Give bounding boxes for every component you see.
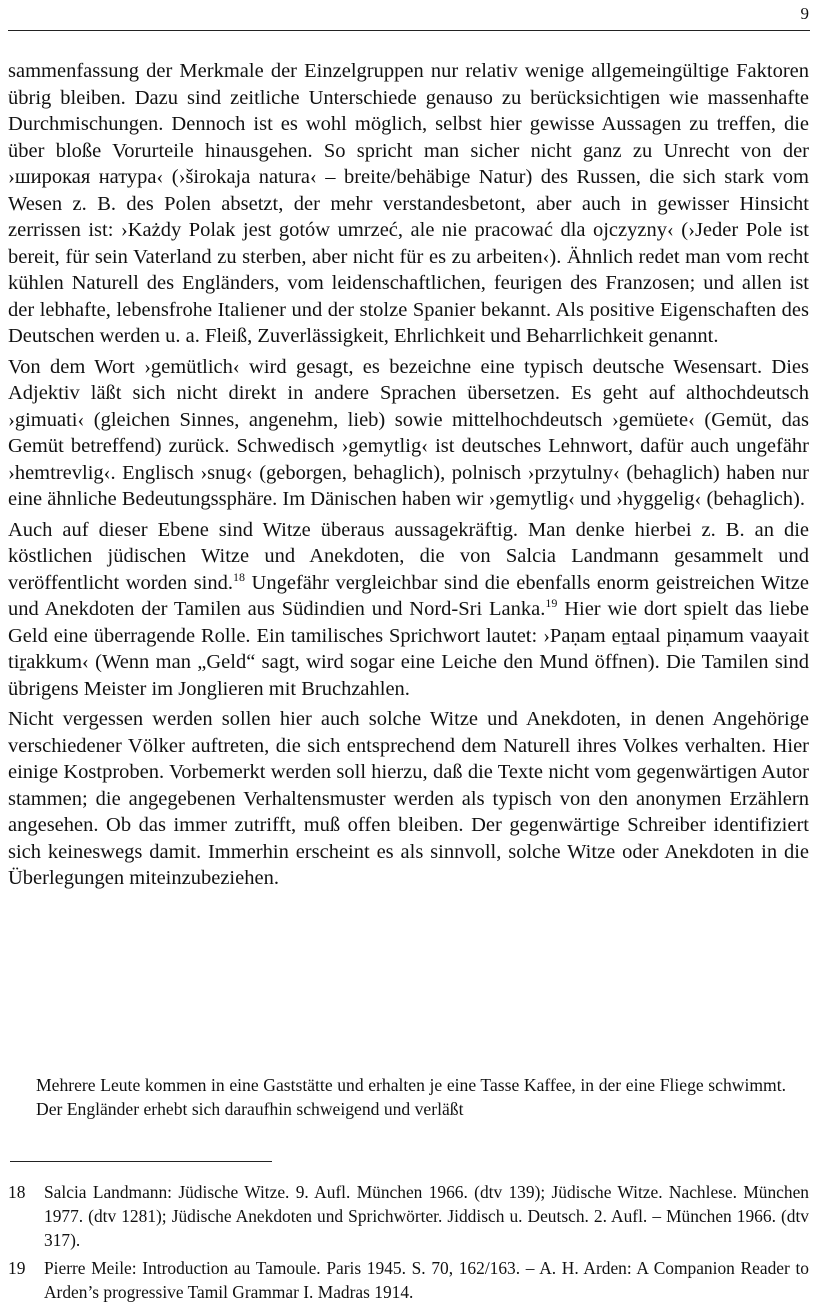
footnote-ref-18[interactable]: 18 xyxy=(233,569,246,584)
paragraph-2: Von dem Wort ›gemütlich‹ wird gesagt, es bezeichne eine typisch deutsche Wesensart. Dies Adjektiv läßt sich nicht direkt in andere Sprachen übersetzen. Es geht auf althochdeutsch ›gimuati‹ (gleichen Sinnes, angenehm, lieb) sowie mittelhochdeutsch ›gemüete‹ (Gemüt, das Gemüt betreffend) zurück. Schwedisch ›gemytlig‹ ist deutsches Lehnwort, dafür auch ungefähr ›hemtrevlig‹. Englisch ›snug‹ (geborgen, behaglich), polnisch ›przytulny‹ (behaglich) haben nur eine ähnliche Bedeutungssphäre. Im Dänischen haben wir ›gemytlig‹ und ›hyggelig‹ (behaglich). xyxy=(8,355,809,510)
paragraph-3 xyxy=(8,517,809,703)
header-rule xyxy=(8,30,810,31)
body-text xyxy=(8,58,809,896)
footnote-ref-19[interactable]: 19 xyxy=(545,596,558,610)
footnote-19 xyxy=(8,1256,809,1304)
paragraph-1: sammenfassung der Merkmale der Einzelgruppen nur relativ wenige allgemeingültige Faktoren übrig bleiben. Dazu sind zeitliche Unterschiede genauso zu berücksichtigen wie massenhafte Durchmischungen. Dennoch ist es wohl möglich, selbst hier gewisse Aussagen zu treffen, die über bloße Vorurteile hinausgehen. So spricht man sicher nicht ganz zu Unrecht von der ›широкая натура‹ (›širokaja natura‹ – breite/behäbige Natur) des Russen, die sich stark vom Wesen z. B. des Polen absetzt, der mehr verstandesbetont, aber auch in gewisser Hinsicht zerrissen ist: ›Każdy Polak jest gotów umrzeć, ale nie pracować dla ojczyzny‹ (›Jeder Pole ist bereit, für sein Vaterland zu sterben, aber nicht für es zu arbeiten‹). Ähnlich redet man vom recht kühlen Naturell des Engländers, vom leidenschaftlichen, feurigen des Franzosen; und allen ist der lebhafte, lebensfrohe Italiener und der stolze Spanier bekannt. Als positive Eigenschaften des Deutschen werden u. a. Fleiß, Zuverlässigkeit, Ehrlichkeit und Beharrlichkeit genannt. xyxy=(8,60,809,347)
footnote-rule xyxy=(10,1161,272,1162)
footnote-18 xyxy=(8,1180,809,1252)
footnote-text: Pierre Meile: Introduction au Tamoule. Paris 1945. S. 70, 162/163. – A. H. Arden: A Companion Reader to Arden’s progressive Tamil Grammar I. Madras 1914. xyxy=(44,1258,809,1302)
paragraph-3-part-a: Auch auf dieser Ebene sind Witze überaus aussagekräftig. Man denke hierbei z. B. an die köstlichen jüdischen Witze und Anekdoten, die von Salcia Landmann gesammelt und veröffentlicht worden sind. xyxy=(8,518,809,594)
paragraph-3-part-c: Hier wie dort spielt das liebe Geld eine überragende Rolle. Ein tamilisches Sprichwort lautet: ›Paṇam eṉtaal piṇamum vaayait tiṟakkum‹ (Wenn man „Geld“ sagt, wird sogar eine Leiche den Mund öffnen). Die Tamilen sind übrigens Meister im Jonglieren mit Bruchzahlen. xyxy=(8,598,809,700)
footnote-text: Salcia Landmann: Jüdische Witze. 9. Aufl. München 1966. (dtv 139); Jüdische Witze. Nachlese. München 1977. (dtv 1281); Jüdische Anekdoten und Sprichwörter. Jiddisch u. Deutsch. 2. Aufl. – München 1966. (dtv 317). xyxy=(44,1182,809,1250)
footnotes xyxy=(8,1180,809,1308)
page-number: 9 xyxy=(800,4,809,23)
footnote-number: 18 xyxy=(8,1182,26,1202)
footnote-number: 19 xyxy=(8,1258,26,1278)
paragraph-4: Nicht vergessen werden sollen hier auch solche Witze und Anekdoten, in denen Angehörige verschiedener Völker auftreten, die sich entsprechend dem Naturell ihres Volkes verhalten. Hier einige Kostproben. Vorbemerkt werden soll hierzu, daß die Texte nicht vom gegenwärtigen Autor stammen; die angegebenen Verhaltensmuster werden als typisch von den anonymen Erzählern angesehen. Ob das immer zutrifft, muß offen bleiben. Der gegenwärtige Schreiber identifiziert sich keineswegs damit. Immerhin erscheint es als sinnvoll, solche Witze oder Anekdoten in die Überlegungen miteinzubeziehen. xyxy=(8,708,809,889)
paragraph-3-part-b: Ungefähr vergleichbar sind die ebenfalls enorm geistreichen Witze und Anekdoten der Tamilen aus Südindien und Nord-Sri Lanka. xyxy=(8,571,810,620)
anecdote-quote: Mehrere Leute kommen in eine Gaststätte und erhalten je eine Tasse Kaffee, in der eine Fliege schwimmt. Der Engländer erhebt sich daraufhin schweigend und verläßt xyxy=(36,1075,786,1119)
